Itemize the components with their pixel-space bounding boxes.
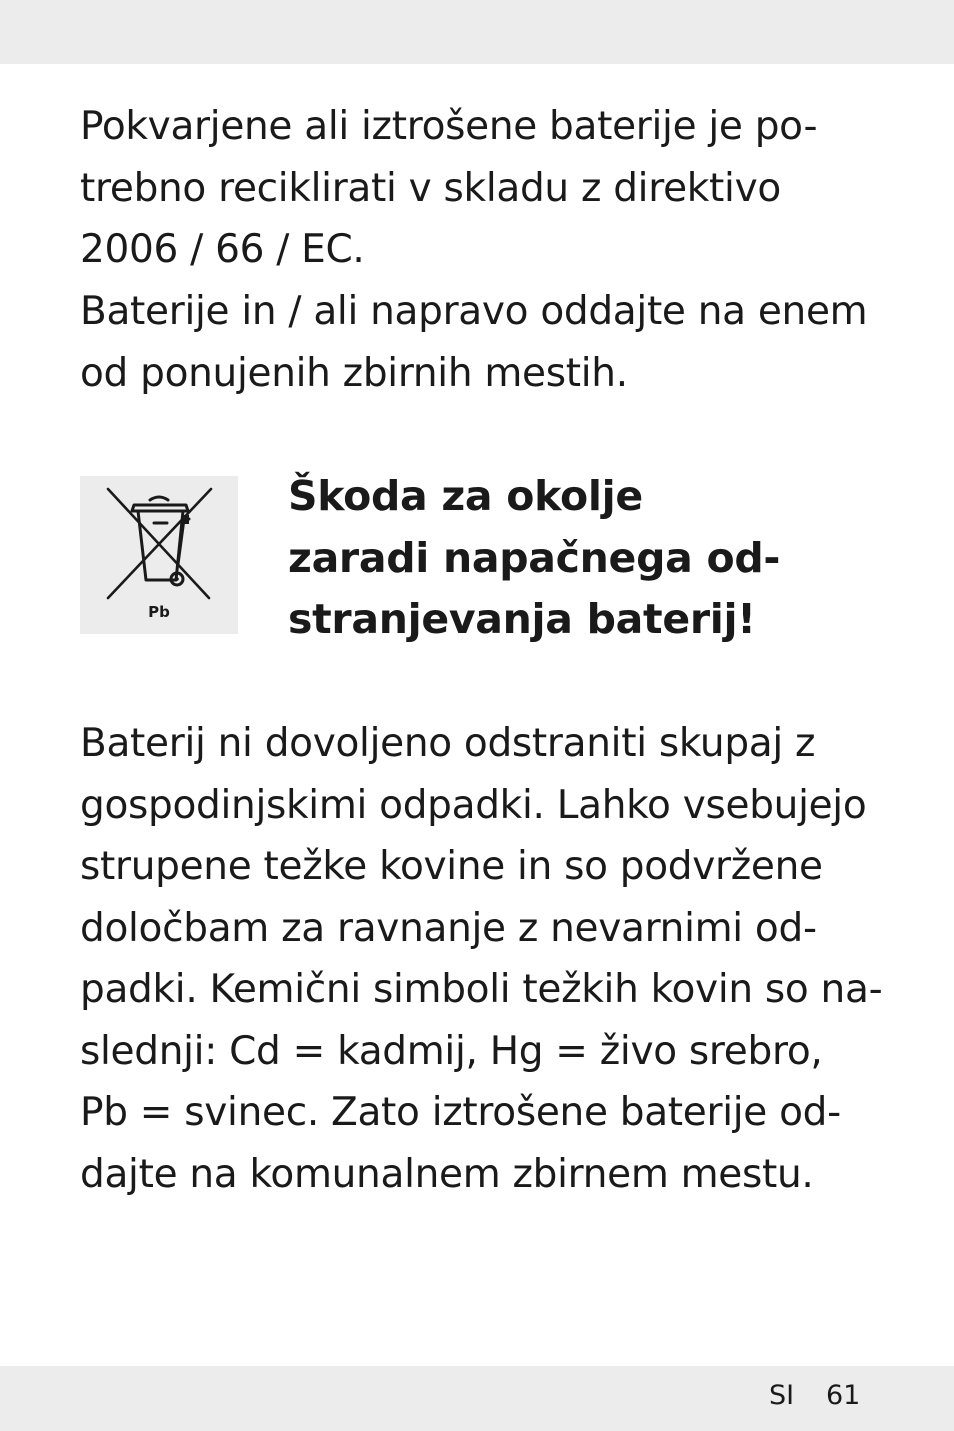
heading-line: stranjevanja baterij! [288,595,756,643]
page-header-band [0,0,954,64]
heading-line: zaradi napačnega od- [288,533,781,582]
text-line: gospodinjskimi odpadki. Lahko vsebujejo [80,782,867,828]
footer-language-code: SI [769,1380,795,1411]
text-line: padki. Kemični simboli težkih kovin so na- [80,967,883,1012]
text-line: določbam za ravnanje z nevarnimi od- [80,905,817,951]
battery-disposal-warning-heading [288,466,888,651]
heading-line: Škoda za okolje [288,472,643,520]
text-line: strupene težke kovine in so podvržene [80,844,823,889]
text-line: Pb = svinec. Zato iztrošene baterije od- [80,1090,841,1135]
text-line: Pokvarjene ali iztrošene baterije je po- [80,104,818,149]
page-footer-band [0,1366,954,1431]
collection-point-paragraph [80,281,880,404]
crossed-out-wheelie-bin-icon [80,476,238,634]
text-line: slednji: Cd = kadmij, Hg = živo srebro, [80,1028,823,1074]
text-line: Baterij ni dovoljeno odstraniti skupaj z [80,721,816,766]
text-line: dajte na komunalnem zbirnem mestu. [80,1151,814,1197]
heavy-metals-paragraph [80,713,883,1205]
text-line: od ponujenih zbirnih mestih. [80,350,628,396]
text-line: Baterije in / ali napravo oddajte na enem [80,289,868,334]
text-line: 2006 / 66 / EC. [80,227,365,272]
recycling-directive-paragraph [80,96,880,281]
text-line: trebno reciklirati v skladu z direktivo [80,165,781,211]
footer-page-number: 61 [826,1380,861,1411]
pb-label: Pb [148,603,170,621]
